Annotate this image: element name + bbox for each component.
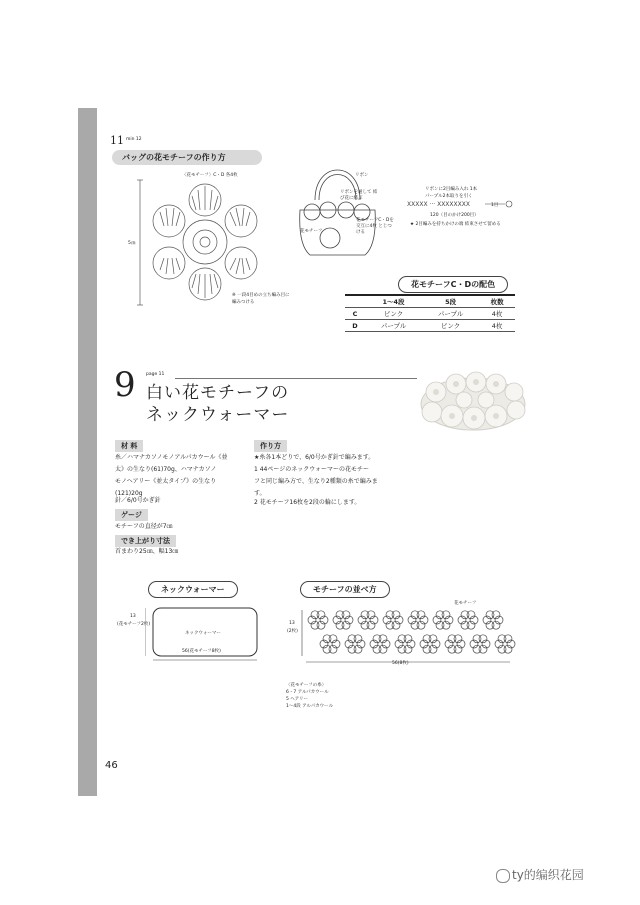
ribbon-note-1: リボンに2目編み入れ 1本 [425, 187, 478, 192]
color-table-header-1: 1〜4段 [365, 295, 422, 308]
color-table-cell: ピンク [422, 320, 479, 332]
materials-line: (121)20g [115, 490, 143, 497]
ribbon-chart [405, 198, 515, 212]
flower-motif [358, 611, 378, 629]
ribbon-note-5: ★ 2目編みを持ちかけの端 結束させて留める [410, 222, 501, 227]
section-11-minilabel: min 12 [126, 137, 142, 142]
materials-line: 針／6/0号かぎ針 [115, 497, 161, 504]
materials-line: 糸／ハマナカソノモノアルパカウール《並 [115, 454, 228, 461]
arrange-bottom-label: 56(8枚) [392, 661, 409, 666]
gauge-label: ゲージ [115, 509, 148, 521]
color-table-cell: D [345, 320, 365, 332]
motif-footnote: ※ 一段4目めの立ち編み目に編みつける [232, 293, 290, 305]
section-9-rule [175, 378, 417, 379]
color-table-cell: ピンク [365, 308, 422, 320]
legend-line: 6・7 アルパカウール [286, 690, 329, 695]
page-number: 46 [105, 760, 118, 771]
flower-motif [470, 635, 490, 653]
materials-line: モノヘアリー《並太タイプ》の生なり [115, 478, 217, 485]
size-text: 首まわり25㎝、幅13㎝ [115, 548, 179, 555]
materials-label: 材 料 [115, 440, 143, 452]
neck-warmer-photo [418, 370, 528, 438]
color-table-header-3: 枚数 [479, 295, 515, 308]
flower-motif [445, 635, 465, 653]
arrange-diagram-label: モチーフの並べ方 [300, 581, 390, 598]
page-margin-bar [78, 108, 97, 796]
color-table-title: 花モチーフC・Dの配色 [398, 276, 508, 293]
color-table-header-0 [345, 295, 365, 308]
neck-bottom-label: 56(花モチーフ8枚) [182, 649, 221, 654]
color-table-cell: パープル [422, 308, 479, 320]
flower-motif [408, 611, 428, 629]
flower-motif [433, 611, 453, 629]
flower-motif [370, 635, 390, 653]
bag-note-sew: 花モチーフC・Dを 交互に4枚 とじつける [356, 218, 394, 235]
section-9-number: 9 [114, 365, 136, 405]
method-line: ★糸各1本どりで、6/0号かぎ針で編みます。 [254, 454, 375, 461]
section-9-title-line2: ネックウォーマー [146, 405, 290, 425]
flower-motif [395, 635, 415, 653]
motif-dimension: 5㎝ [128, 241, 136, 246]
gauge-text: モチーフの直径が7㎝ [115, 523, 173, 530]
neck-inner-label: ネックウォーマー [185, 631, 221, 636]
section-9-page-ref: page 11 [146, 372, 165, 377]
legend-line: 5 ヘアリー [286, 697, 308, 702]
color-table-cell: C [345, 308, 365, 320]
method-label: 作り方 [254, 440, 287, 452]
color-table [345, 294, 515, 332]
flower-motif [495, 635, 515, 653]
color-table-cell: 4枚 [479, 308, 515, 320]
flower-motif [458, 611, 478, 629]
bag-note-ribbon: リボン [355, 173, 369, 178]
flower-motif [308, 611, 328, 629]
color-table-cell: 4枚 [479, 320, 515, 332]
size-label: でき上がり寸法 [115, 535, 176, 547]
method-line: 1 44ページのネックウォーマーの花モチー [254, 466, 370, 473]
watermark-icon [496, 869, 510, 883]
motif-arrangement-chart [298, 604, 518, 668]
method-line: 2 花モチーフ16枚を2段の輪にします。 [254, 499, 361, 506]
legend-line: 〈花モチーフの糸〉 [286, 683, 327, 688]
svg-text:XXXXX ··· XXXXXXXX: XXXXX ··· XXXXXXXX [407, 201, 470, 208]
section-11-number: 11 [110, 134, 124, 147]
ribbon-note-2: パープル2本取りを引く [425, 194, 473, 199]
arrange-flower-label: 花モチーフ [454, 601, 477, 606]
flower-motif [320, 635, 340, 653]
neck-side-1: 13 [130, 614, 136, 619]
motif-label: 〈花モチーフ〉C・D 各4枚 [182, 173, 238, 178]
method-line: フと同じ編み方で、生なり2種類の糸で編みま [254, 478, 378, 485]
neck-diagram-label: ネックウォーマー [148, 581, 238, 598]
arrange-side-1: 13 [289, 621, 295, 626]
flower-motif [383, 611, 403, 629]
ribbon-note-4: 1目 [491, 203, 499, 208]
neck-side-2: (花モチーフ2枚) [117, 622, 151, 627]
watermark-text: ty的编织花园 [512, 868, 584, 882]
flower-motif [345, 635, 365, 653]
section-9-title-line1: 白い花モチーフの [146, 383, 290, 403]
flower-motif [333, 611, 353, 629]
color-table-header-2: 5段 [422, 295, 479, 308]
flower-motif [420, 635, 440, 653]
materials-line: 太》の生なり(61)70g、ハマナカソノ [115, 466, 217, 473]
bag-diagram [290, 160, 390, 270]
flower-motif [483, 611, 503, 629]
legend-line: 1〜4段 アルパカウール [286, 704, 334, 709]
color-table-cell: パープル [365, 320, 422, 332]
arrange-side-2: (2枚) [287, 629, 298, 634]
method-line: す。 [254, 490, 266, 497]
section-11-heading: バッグの花モチーフの作り方 [112, 150, 262, 165]
bag-note-motif: 花モチーフ [300, 229, 323, 234]
ribbon-note-3: 120（目のかけ200目） [430, 213, 479, 218]
bag-note-tie: リボンを通して 結び花に結ぶ [340, 190, 378, 201]
watermark [496, 866, 584, 883]
